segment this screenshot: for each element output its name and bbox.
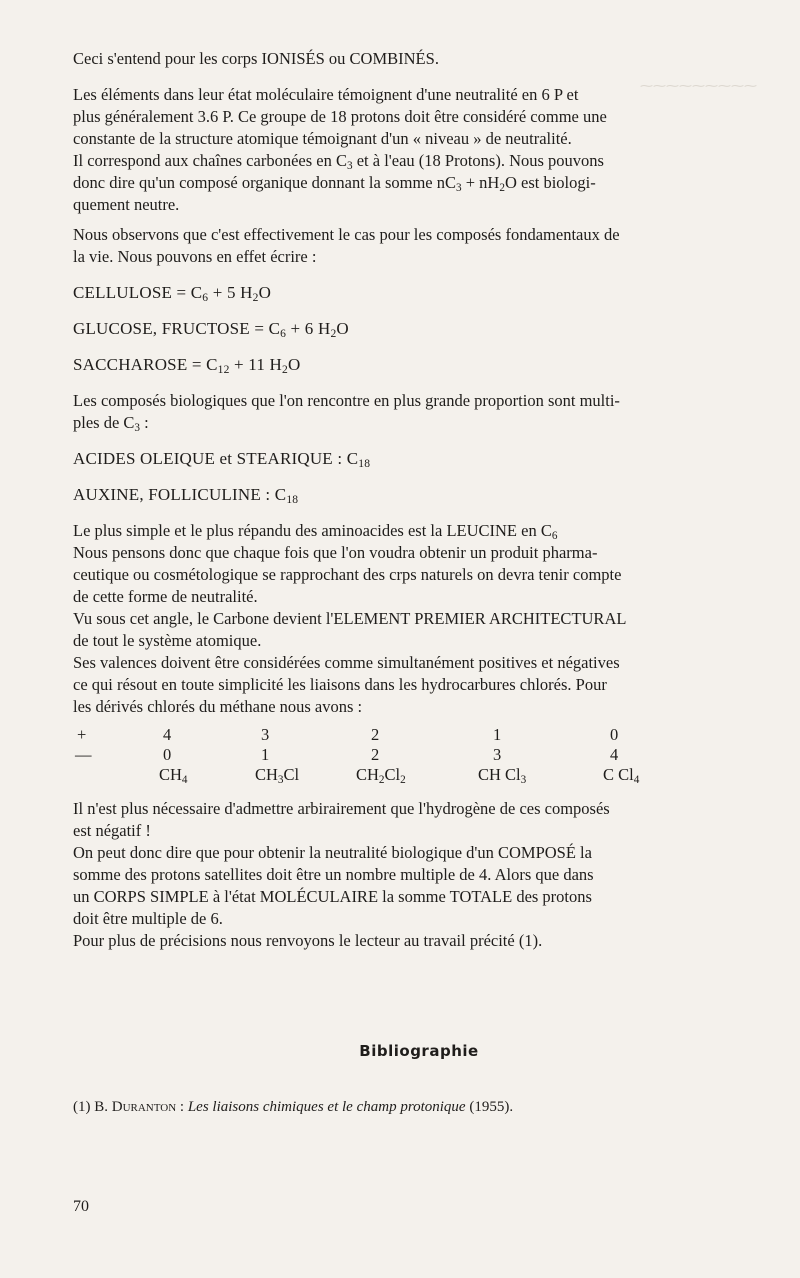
minus-value: 3 [493,745,502,764]
paragraph-7-line: Nous pensons donc que chaque fois que l'on voudra obtenir un produit pharma- [73,543,598,562]
bibliography-reference: (1) B. Duranton : Les liaisons chimiques et le champ protonique (1955). [73,1099,514,1115]
paragraph-8 [73,608,765,652]
paragraph-8-line: de tout le système atomique. [73,631,262,650]
paragraph-7-line: ceutique ou cosmétologique se rapprochant des crps naturels on devra tenir compte [73,565,622,584]
paragraph-4-line: la vie. Nous pouvons en effet écrire : [73,247,317,266]
paragraph-6: Le plus simple et le plus répandu des aminoacides est la LEUCINE en $C_6$ [73,521,558,542]
paragraph-3-line: donc dire qu'un composé organique donnant la somme $nC_3 + nH_2O$ est biologi- [73,173,596,194]
plus-value: 1 [493,725,502,744]
plus-value: 4 [163,725,172,744]
paragraph-2-line: constante de la structure atomique témoignant d'un « niveau » de neutralité. [73,129,572,148]
minus-sign: — [75,745,92,764]
paragraph-11 [73,842,765,952]
formula-cellulose: CELLULOSE = $C_6 + 5$ $H_2O$ [73,283,272,304]
paragraph-2-line: plus généralement 3.6 P. Ce groupe de 18 protons doit être considéré comme une [73,107,607,126]
paragraph-11-line: doit être multiple de 6. [73,909,223,928]
compound-ch2cl2: $CH_2Cl_2$ [356,765,406,786]
compound-ch4: $CH_4$ [159,765,188,786]
paragraph-2-line: Les éléments dans leur état moléculaire témoignent d'une neutralité en 6 P et [73,85,579,104]
paragraph-9 [73,652,765,718]
paragraph-10-line: est négatif ! [73,821,151,840]
compound-ch3cl: $CH_3Cl$ [255,765,300,786]
paragraph-11-line: On peut donc dire que pour obtenir la neutralité biologique d'un COMPOSÉ la [73,843,592,862]
paragraph-11-line: somme des protons satellites doit être un nombre multiple de 4. Alors que dans [73,865,594,884]
paragraph-8-line: Vu sous cet angle, le Carbone devient l'ELEMENT PREMIER ARCHITECTURAL [73,609,627,628]
paragraph-4 [73,224,765,268]
paragraph-7 [73,542,765,608]
paragraph-5 [73,390,765,434]
formula-saccharose: SACCHAROSE = $C_{12} + 11$ $H_2O$ [73,355,301,376]
paragraph-3-line: quement neutre. [73,195,180,214]
paragraph-10-line: Il n'est plus nécessaire d'admettre arbirairement que l'hydrogène de ces composés [73,799,610,818]
paragraph-4-line: Nous observons que c'est effectivement le cas pour les composés fondamentaux de [73,225,620,244]
formula-acides: ACIDES OLEIQUE et STEARIQUE : $C_{18}$ [73,449,371,470]
paragraph-5-line: Les composés biologiques que l'on rencontre en plus grande proportion sont multi- [73,391,620,410]
plus-value: 0 [610,725,619,744]
compound-ccl4: C $Cl_4$ [603,765,640,786]
page-body [73,48,765,1118]
paragraph-10 [73,798,765,842]
formula-auxine: AUXINE, FOLLICULINE : $C_{18}$ [73,485,299,506]
paragraph-11-line: un CORPS SIMPLE à l'état MOLÉCULAIRE la somme TOTALE des protons [73,887,592,906]
methane-derivatives-table [73,724,765,790]
show-through-text: ⁓⁓⁓⁓⁓⁓⁓⁓⁓ [640,78,757,93]
paragraph-7-line: de cette forme de neutralité. [73,587,258,606]
paragraph-9-line: les dérivés chlorés du méthane nous avons : [73,697,363,716]
formula-glucose: GLUCOSE, FRUCTOSE = $C_6 + 6$ $H_2O$ [73,319,349,340]
paragraph-3 [73,150,765,216]
paragraph-11-line: Pour plus de précisions nous renvoyons le lecteur au travail précité (1). [73,931,543,950]
plus-sign: + [77,725,87,744]
paragraph-9-line: Ses valences doivent être considérées comme simultanément positives et négatives [73,653,620,672]
plus-value: 2 [371,725,380,744]
compound-chcl3: CH $Cl_3$ [478,765,527,786]
minus-value: 4 [610,745,619,764]
paragraph-2 [73,84,765,150]
minus-value: 2 [371,745,380,764]
paragraph-9-line: ce qui résout en toute simplicité les liaisons dans les hydrocarbures chlorés. Pour [73,675,607,694]
paragraph-5-line: ples de $C_3$ : [73,413,149,434]
minus-value: 0 [163,745,172,764]
plus-value: 3 [261,725,270,744]
minus-value: 1 [261,745,270,764]
paragraph-3-line: Il correspond aux chaînes carbonées en $C_3$ et à l'eau (18 Protons). Nous pouvons [73,151,604,172]
bibliography-title: Bibliographie [359,1042,479,1060]
page-number: 70 [73,1198,89,1215]
paragraph-1: Ceci s'entend pour les corps IONISÉS ou COMBINÉS. [73,49,439,68]
